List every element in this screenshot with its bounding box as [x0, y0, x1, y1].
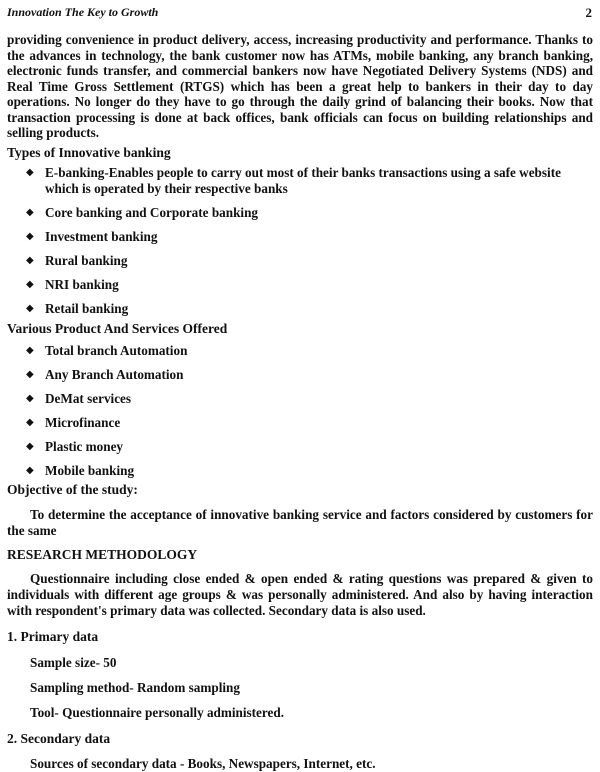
list-item: [7, 391, 593, 407]
list-item-text: Microfinance: [45, 414, 121, 430]
list-item: [7, 165, 593, 197]
list-item-text: Plastic money: [45, 438, 124, 454]
types-heading: Types of Innovative banking: [7, 144, 171, 160]
document-body: [7, 32, 593, 772]
secondary-sources: Sources of secondary data - Books, Newspapers, Internet, etc.: [30, 755, 376, 771]
list-item-text: Core banking and Corporate banking: [45, 204, 259, 220]
list-item-text: Rural banking: [45, 252, 128, 268]
list-item: [7, 367, 593, 383]
bullet-icon: ◆: [26, 392, 34, 404]
list-item: [7, 229, 593, 245]
bullet-icon: ◆: [26, 416, 34, 428]
list-item-text: E-banking-Enables people to carry out most of their banks transactions using a safe website which is operated by their respective banks: [45, 164, 561, 196]
intro-paragraph: providing convenience in product delivery, access, increasing productivity and performance. Thanks to the advances in technology, the bank customer now has ATMs, mobile banking, any branch banking, electronic funds transfer, and commercial bankers now have Negotiated Delivery Systems (NDS) and Real Time Gross Settlement (RTGS) which has been a great help to bankers in their day to day operations. No longer do they have to go through the daily grind of balancing their books. Now that transaction processing is done at back offices, bank officials can focus on building relationships and selling products.: [7, 32, 593, 140]
list-item: [7, 253, 593, 269]
sampling-method: Sampling method- Random sampling: [30, 679, 240, 695]
list-item: [7, 463, 593, 479]
bullet-icon: ◆: [26, 166, 34, 178]
list-item: [7, 205, 593, 221]
bullet-icon: ◆: [26, 368, 34, 380]
page-number: 2: [585, 5, 592, 20]
bullet-icon: ◆: [26, 344, 34, 356]
list-item-text: Mobile banking: [45, 462, 135, 478]
secondary-data-heading: 2. Secondary data: [7, 730, 111, 746]
list-item-text: Retail banking: [45, 300, 129, 316]
bullet-icon: ◆: [26, 230, 34, 242]
bullet-icon: ◆: [26, 302, 34, 314]
list-item: [7, 277, 593, 293]
list-item: [7, 301, 593, 317]
list-item-text: Investment banking: [45, 228, 158, 244]
services-heading: Various Product And Services Offered: [7, 320, 228, 336]
list-item-text: NRI banking: [45, 276, 119, 292]
bullet-icon: ◆: [26, 278, 34, 290]
bullet-icon: ◆: [26, 254, 34, 266]
list-item-text: Any Branch Automation: [45, 366, 184, 382]
bullet-icon: ◆: [26, 440, 34, 452]
list-item: [7, 415, 593, 431]
types-list: [7, 165, 593, 317]
sample-size: Sample size- 50: [30, 654, 117, 670]
primary-data-heading: 1. Primary data: [7, 628, 99, 644]
objective-text: To determine the acceptance of innovative banking service and factors considered by customers for the same: [7, 506, 593, 538]
objective-heading: Objective of the study:: [7, 481, 138, 497]
list-item-text: Total branch Automation: [45, 342, 188, 358]
bullet-icon: ◆: [26, 464, 34, 476]
services-list: [7, 343, 593, 479]
list-item-text: DeMat services: [45, 390, 132, 406]
list-item: [7, 343, 593, 359]
data-tool: Tool- Questionnaire personally administered.: [30, 704, 285, 720]
list-item: [7, 439, 593, 455]
bullet-icon: ◆: [26, 206, 34, 218]
methodology-heading: RESEARCH METHODOLOGY: [7, 546, 198, 562]
methodology-text: Questionnaire including close ended & open ended & rating questions was prepared & given to individuals with different age groups & was personally administered. And also by having interaction with respondent's primary data was collected. Secondary data is also used.: [7, 570, 593, 618]
running-header-title: Innovation The Key to Growth: [7, 5, 159, 19]
